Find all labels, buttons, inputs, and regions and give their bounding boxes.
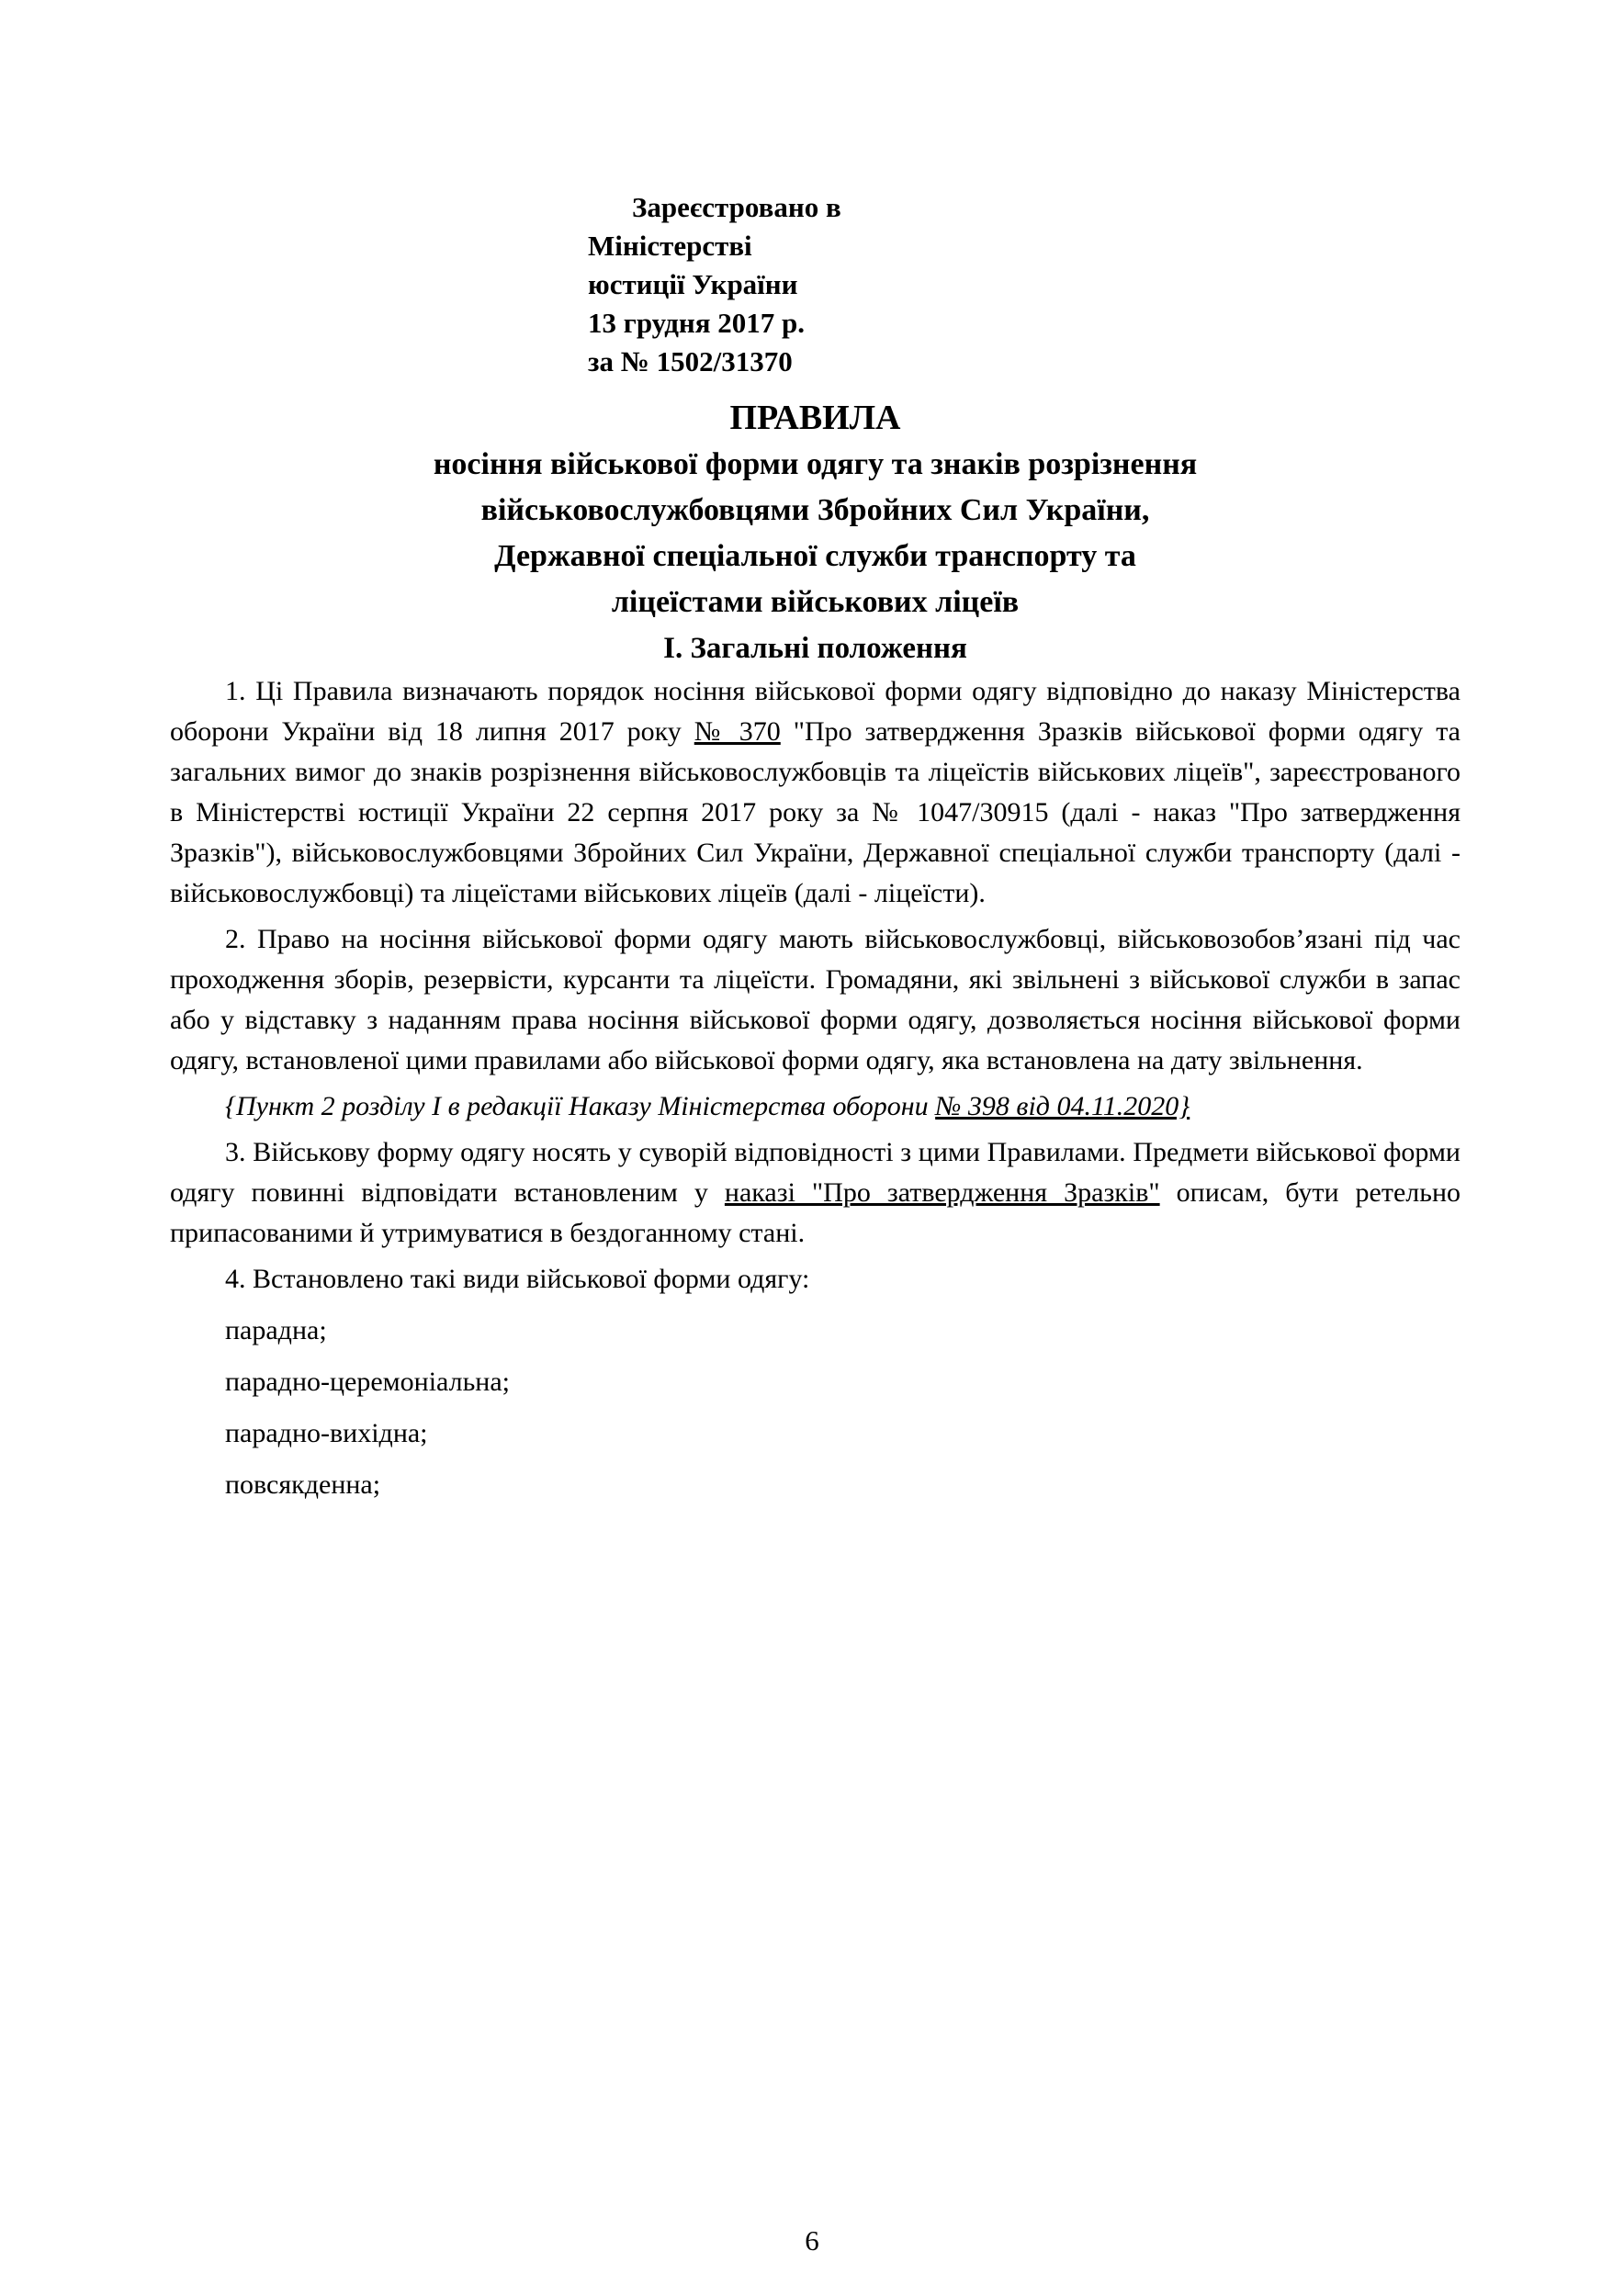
subtitle-line: носіння військової форми одягу та знаків розрізнення (433, 447, 1198, 481)
paragraph-3 (170, 1132, 1460, 1254)
paragraph-1-text: "Про затвердження Зразків військової форми одягу та загальних вимог до знаків розрізнення військовослужбовців та ліцеїстів військових ліцеїв", зареєстрованого в Міністерстві юстиції України 22 серпня 2017 року за № 1047/30915 (далі - наказ "Про затвердження Зразків"), військовослужбовцями Збройних Сил України, Державної спеціальної служби транспорту (далі - військовослужбовці) та ліцеїстами військових ліцеїв (далі - ліцеїсти). (170, 716, 1460, 908)
subtitle-line: ліцеїстами військових ліцеїв (611, 585, 1020, 619)
subtitle-line: Державної спеціальної служби транспорту та (494, 539, 1136, 573)
registration-line: Зареєстровано в (632, 191, 841, 223)
registration-line: за № 1502/31370 (588, 345, 793, 377)
registration-line: юстиції України (588, 268, 798, 300)
paragraph-1-text: 1. Ці Правила визначають порядок носіння військової форми одягу відповідно до наказу Міністерства оборони України від 18 липня 2017 року (170, 676, 1460, 747)
registration-block (588, 188, 1460, 381)
section-heading: І. Загальні положення (663, 632, 967, 665)
subtitle-line: військовослужбовцями Збройних Сил України, (480, 493, 1150, 527)
registration-line: Міністерстві (588, 230, 752, 262)
document-title: ПРАВИЛА (729, 399, 901, 437)
paragraph-4: 4. Встановлено такі види військової форми одягу: (225, 1264, 810, 1294)
document-subtitle (170, 442, 1460, 625)
list-item-paradna: парадна; (225, 1315, 327, 1345)
amendment-note-text: {Пункт 2 розділу І в редакції Наказу Міністерства оборони (225, 1091, 936, 1121)
paragraph-3-text: 3. Військову форму одягу носять у суворій відповідності з цими Правилами. Предмети військової форми одягу повинні відповідати встановленим у (170, 1137, 1460, 1208)
paragraph-2: 2. Право на носіння військової форми одягу мають військовослужбовці, військовозобов’язані під час проходження зборів, резервісти, курсанти та ліцеїсти. Громадяни, які звільнені з військової служби в запас або у відставку з наданням права носіння військової форми одягу, дозволяється носіння військової форми одягу, встановленої цими правилами або військової форми одягу, яка встановлена на дату звільнення. (170, 924, 1460, 1075)
list-item-povsyakdenna: повсякденна; (225, 1469, 381, 1500)
link-order-398[interactable]: № 398 від 04.11.2020} (935, 1091, 1190, 1121)
link-order-samples[interactable]: наказі "Про затвердження Зразків" (724, 1177, 1160, 1208)
link-order-370[interactable]: № 370 (694, 716, 781, 747)
list-item-paradno-ceremonialna: парадно-церемоніальна; (225, 1367, 510, 1397)
page-number: 6 (805, 2224, 819, 2257)
list-item-paradno-vyhidna: парадно-вихідна; (225, 1418, 428, 1448)
paragraph-1 (170, 671, 1460, 914)
paragraph-3-text: описам, бути ретельно припасованими й утримуватися в бездоганному стані. (170, 1177, 1461, 1248)
registration-line: 13 грудня 2017 р. (588, 307, 806, 339)
amendment-note (170, 1086, 1460, 1127)
